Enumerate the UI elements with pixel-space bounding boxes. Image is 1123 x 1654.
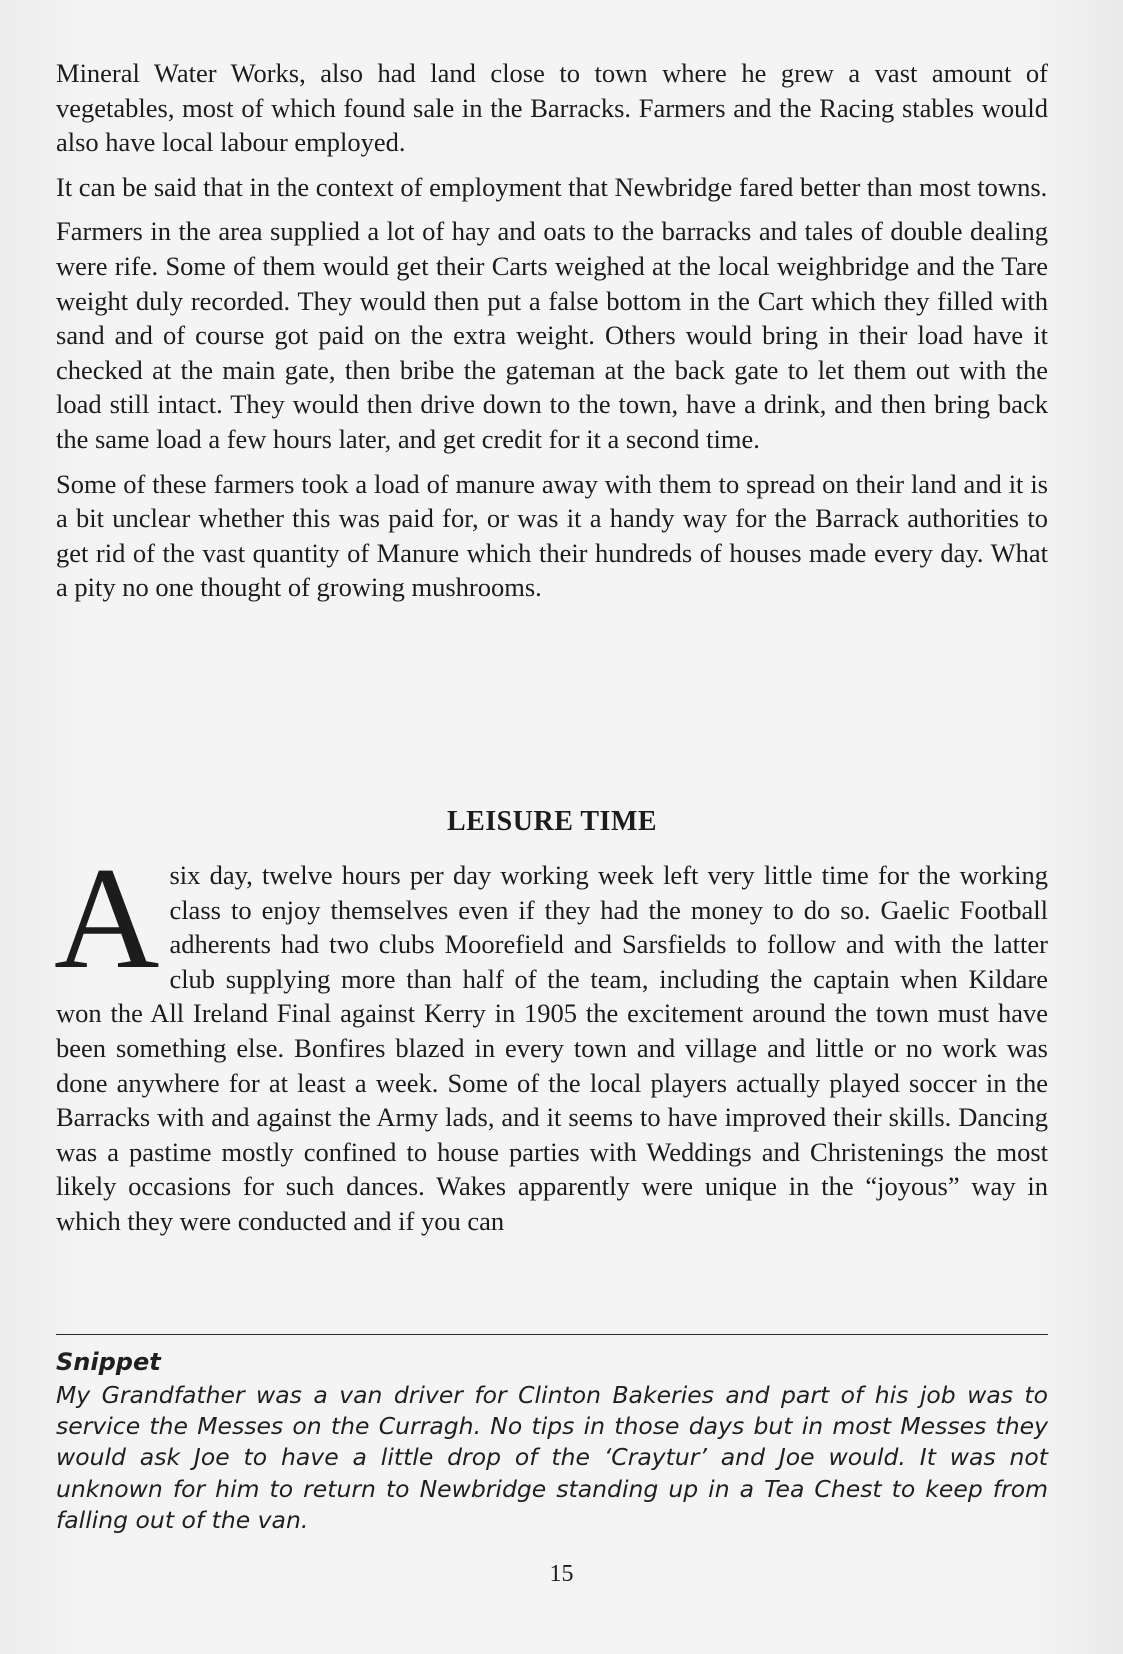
snippet-box <box>56 1346 1048 1536</box>
leisure-text: six day, twelve hours per day working week left very little time for the working class to enjoy themselves even if they had the money to do so. Gaelic Football adherents had two clubs Moorefield and Sarsfields to follow and with the latter club supplying more than half of the team, including the captain when Kildare won the All Ireland Final against Kerry in 1905 the excitement around the town must have been something else. Bonfires blazed in every town and village and little or no work was done anywhere for at least a week. Some of the local players actually played soccer in the Barracks with and against the Army lads, and it seems to have improved their skills. Dancing was a pastime mostly confined to house parties with Weddings and Christenings the most likely occasions for such dances. Wakes apparently were unique in the “joyous” way in which they were conducted and if you can <box>56 860 1048 1236</box>
paragraph-double-dealing: Farmers in the area supplied a lot of hay and oats to the barracks and tales of double dealing were rife. Some of them would get their Carts weighed at the local weighbridge and the Tare weight duly recorded. They would then put a false bottom in the Cart which they filled with sand and of course got paid on the extra weight. Others would bring in their load have it checked at the main gate, then bribe the gateman at the back gate to let them out with the load still intact. They would then drive down to the town, have a drink, and then bring back the same load a few hours later, and get credit for it a second time. <box>56 216 1048 454</box>
paragraph-mineral-water: Mineral Water Works, also had land close to town where he grew a vast amount of vegetables, most of which found sale in the Barracks. Farmers and the Racing stables would also have local labour employed. <box>56 58 1048 158</box>
paragraph-employment: It can be said that in the context of employment that Newbridge fared better than most towns. <box>56 171 1048 202</box>
paragraph-manure: Some of these farmers took a load of manure away with them to spread on their land and it is a bit unclear whether this was paid for, or was it a handy way for the Barrack authorities to get rid of the vast quantity of Manure which their hundreds of houses made every day. What a pity no one thought of growing mushrooms. <box>56 468 1048 603</box>
snippet-title: Snippet <box>56 1348 161 1376</box>
body-text-top <box>56 56 1048 615</box>
page-number: 15 <box>549 1561 574 1587</box>
snippet-text: My Grandfather was a van driver for Clinton Bakeries and part of his job was to service the Messes on the Curragh. No tips in those days but in most Messes they would ask Joe to have a little drop of the ‘Craytur’ and Joe would. It was not unknown for him to return to Newbridge standing up in a Tea Chest to keep from falling out of the van. <box>56 1381 1048 1534</box>
drop-cap: A <box>54 837 160 999</box>
snippet-divider <box>56 1334 1048 1335</box>
leisure-section <box>54 837 1048 1249</box>
section-heading: LEISURE TIME <box>446 806 658 837</box>
paragraph-leisure <box>54 837 1048 1239</box>
